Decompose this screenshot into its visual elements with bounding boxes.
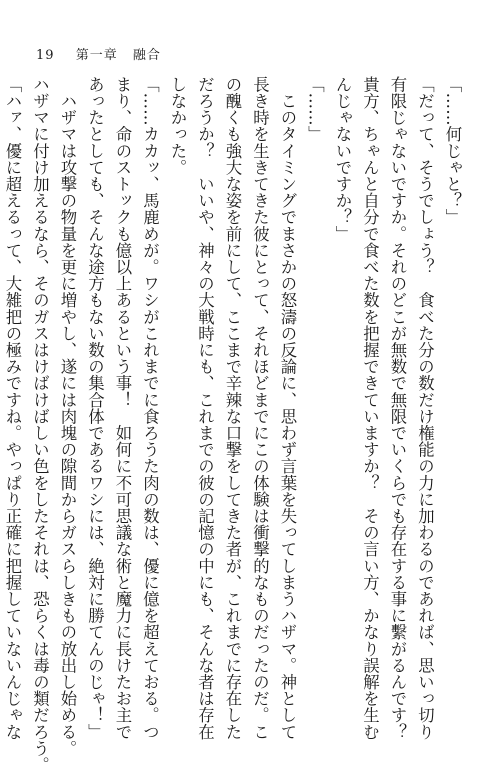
text-line: このタイミングでまさかの怒濤の反論に、思わず言葉を失ってしまうハザマ。神として (278, 76, 297, 740)
text-line: ハザマに付け加えるなら、そのガスはけばけばしい色をしたそれは、恐らくは毒の類だろう。 (30, 76, 50, 773)
text-line: しなかった。 (168, 76, 187, 176)
text-line: ハザマは攻撃の物量を更に増やし、遂には肉塊の隙間からガスらしきもの放出し始める。 (58, 76, 77, 757)
chapter-title: 融合 (132, 48, 161, 63)
running-header (36, 44, 161, 63)
text-line: 「……何じゃと？」 (443, 76, 462, 226)
text-line: まり、命のストックも億以上あるという事！ 如何に不可思議な術と魔力に長けたお主で (113, 76, 132, 740)
page-number: 19 (36, 48, 55, 63)
text-line: の醜くも強大な姿を前にして、ここまで辛辣な口撃をしてきた者が、これまでに存在した (223, 76, 242, 740)
text-line: だろうか？ いいや、神々の大戦時にも、これまでの彼の記憶の中にも、そんな者は存在 (195, 76, 215, 740)
vertical-body-text (3, 76, 466, 773)
text-line: んじゃないですか？」 (333, 76, 352, 242)
text-line: 有限じゃないですか。それのどこが無数で無限でいくらでも存在する事に繫がるんです？ (388, 76, 407, 740)
text-line: 「……カカッ、馬鹿めが。ワシがこれまでに食ろうた肉の数は、優に億を超えておる。つ (140, 76, 160, 740)
text-line: 「ハァ、優に超えるって、大雑把の極みですね。やっぱり正確に把握していないんじゃな (3, 76, 22, 740)
text-line: 「だって、そうでしょう？ 食べた分の数だけ権能の力に加わるのであれば、思いっ切り (415, 76, 435, 740)
text-line: あったとしても、そんな途方もない数の集合体であるワシには、絶対に勝てんのじゃ！」 (85, 76, 105, 740)
chapter-label: 第一章 (75, 48, 118, 63)
text-line: 長き時を生きてきた彼にとって、それほどまでにこの体験は衝撃的なものだったのだ。こ (250, 76, 270, 740)
text-line: 「……」 (305, 76, 325, 143)
text-line: 貴方、ちゃんと自分で食べた数を把握できていますか？ その言い方、かなり誤解を生む (360, 76, 380, 740)
